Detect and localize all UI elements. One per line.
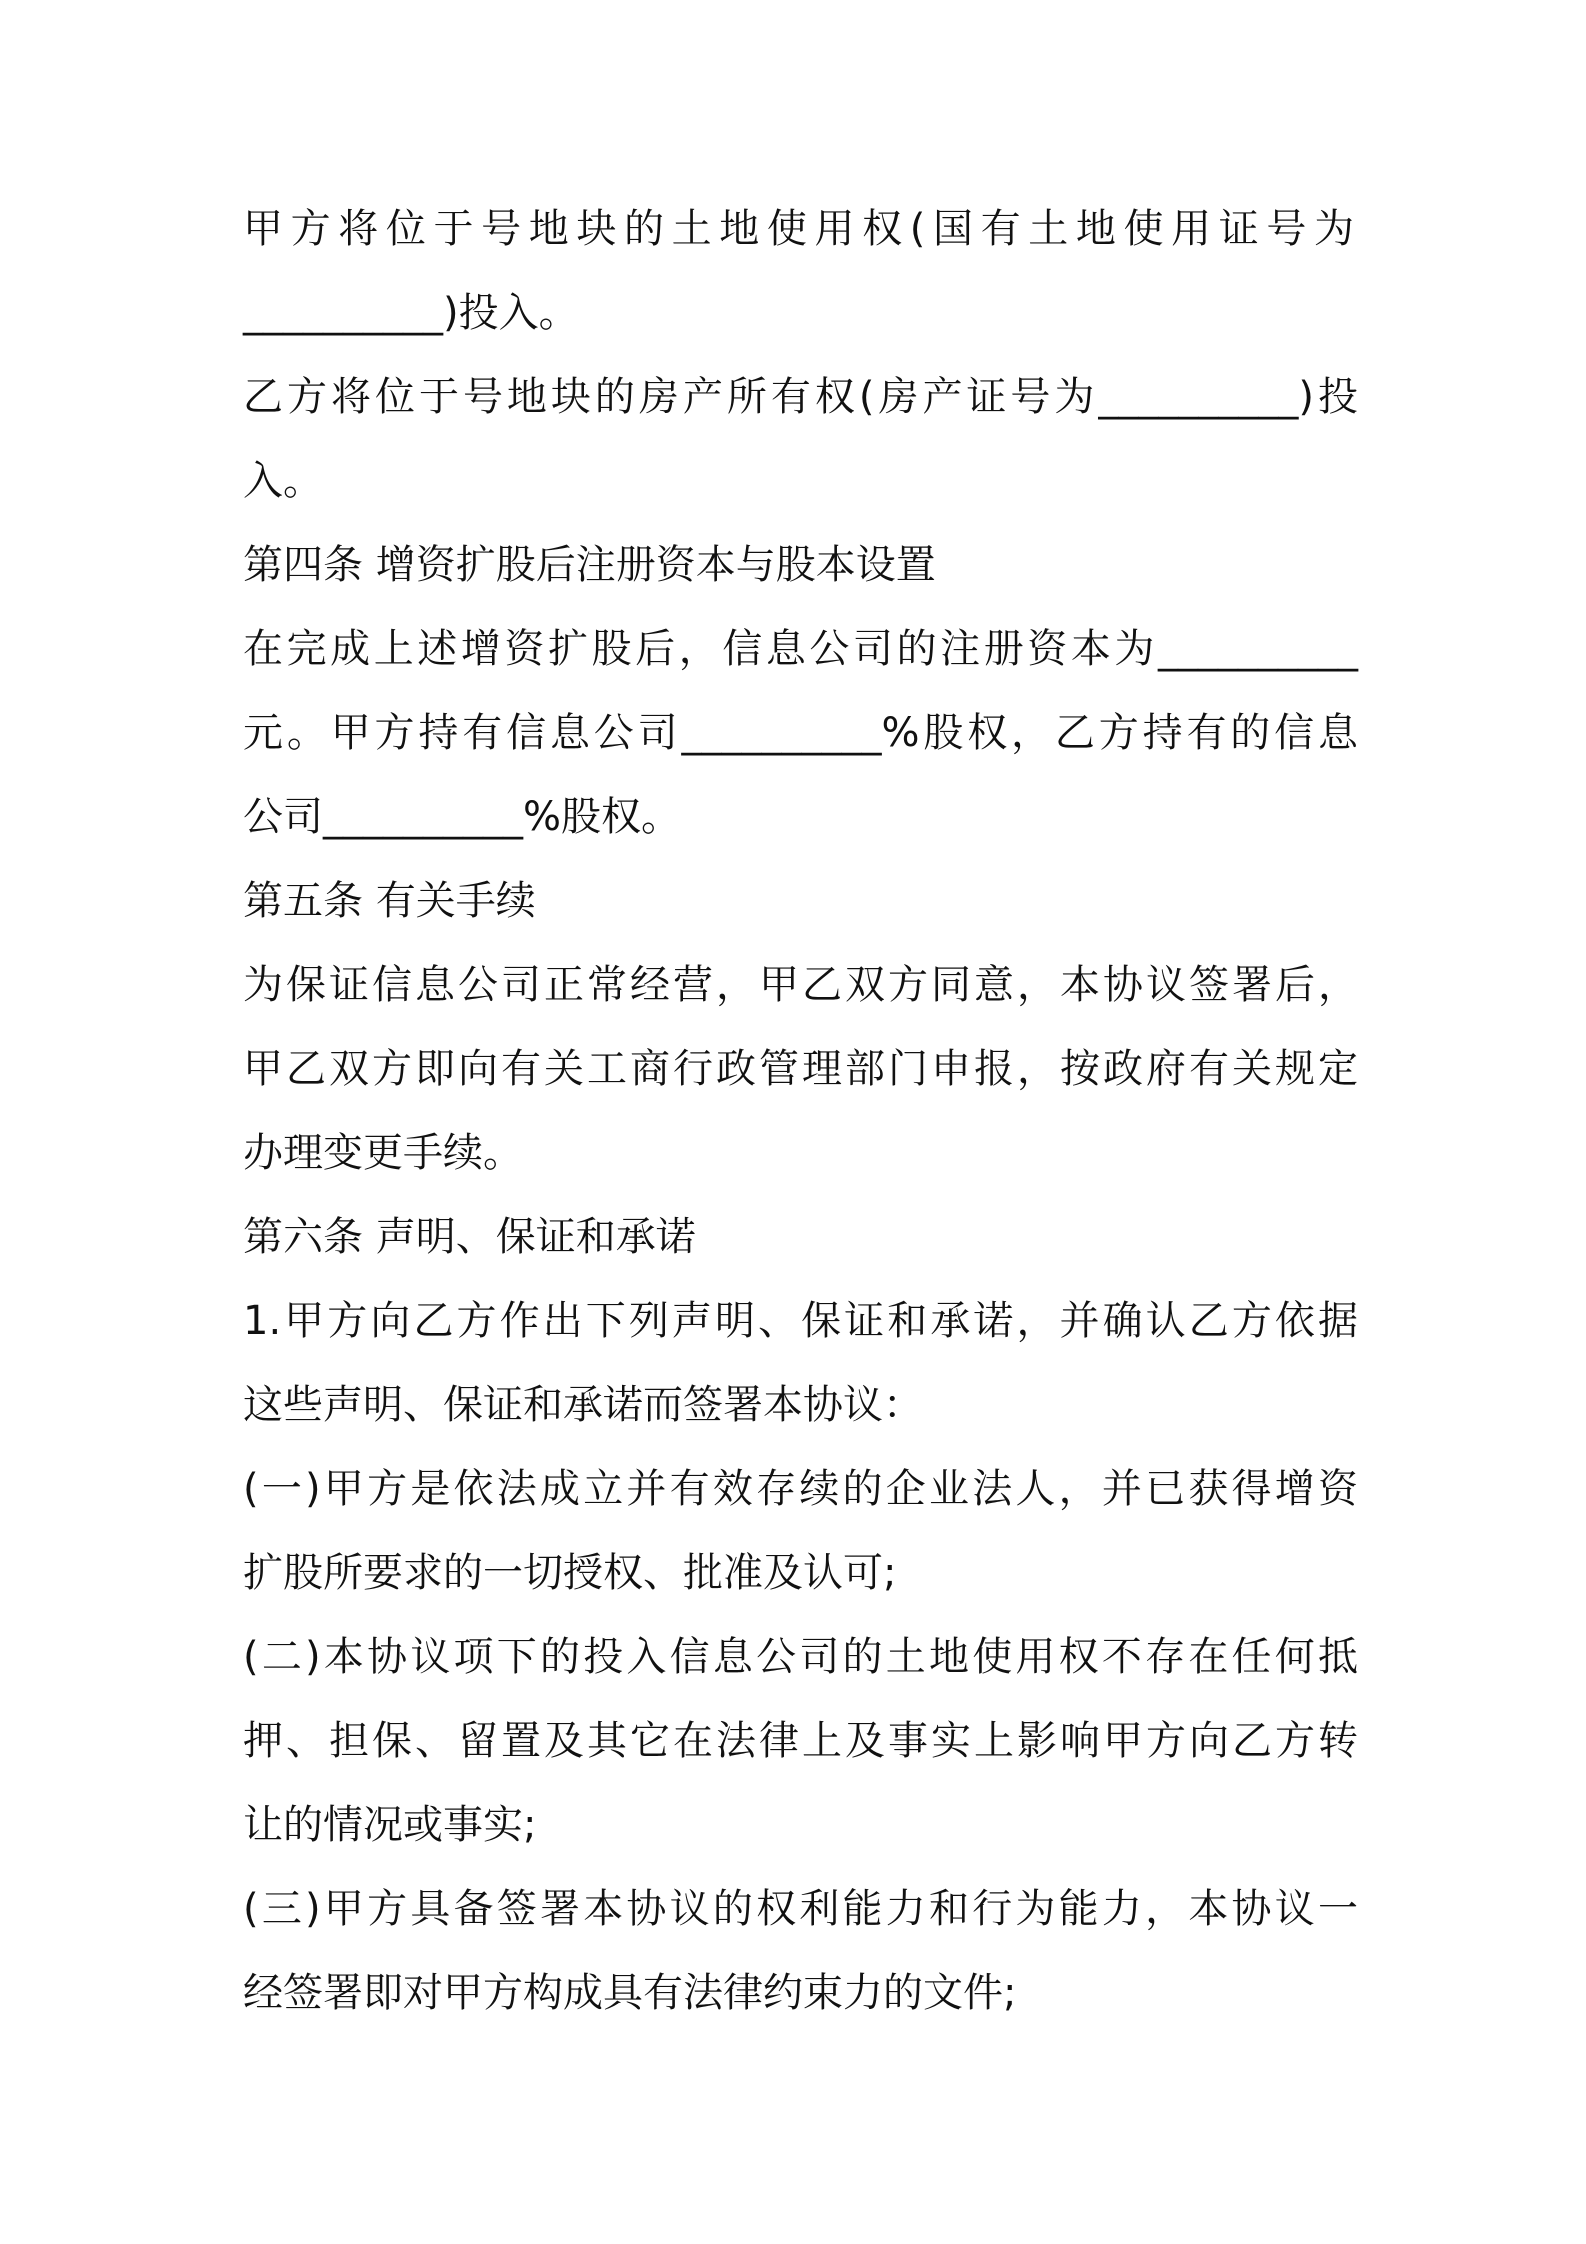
section-heading: 第五条 有关手续 [243, 878, 536, 924]
text-line: 办理变更手续。 [243, 1130, 523, 1176]
text-line: (一)甲方是依法成立并有效存续的企业法人，并已获得增资 [243, 1466, 1358, 1512]
text-line: 公司__________%股权。 [243, 794, 682, 840]
text-line: 1.甲方向乙方作出下列声明、保证和承诺，并确认乙方依据 [243, 1298, 1358, 1344]
text-line: 元。甲方持有信息公司__________%股权，乙方持有的信息 [243, 710, 1358, 756]
text-line: 甲乙双方即向有关工商行政管理部门申报，按政府有关规定 [243, 1046, 1358, 1092]
text-line: (二)本协议项下的投入信息公司的土地使用权不存在任何抵 [243, 1634, 1358, 1680]
text-line: 这些声明、保证和承诺而签署本协议： [243, 1382, 923, 1428]
text-line: 入。 [243, 458, 323, 504]
section-heading: 第六条 声明、保证和承诺 [243, 1214, 696, 1260]
text-line: 押、担保、留置及其它在法律上及事实上影响甲方向乙方转 [243, 1718, 1358, 1764]
text-line: __________)投入。 [243, 290, 579, 336]
text-line: 扩股所要求的一切授权、批准及认可; [243, 1550, 897, 1596]
text-line: (三)甲方具备签署本协议的权利能力和行为能力，本协议一 [243, 1886, 1358, 1932]
text-line: 经签署即对甲方构成具有法律约束力的文件; [243, 1970, 1017, 2016]
text-line: 甲方将位于号地块的土地使用权(国有土地使用证号为 [243, 206, 1358, 252]
text-line: 为保证信息公司正常经营，甲乙双方同意，本协议签署后， [243, 962, 1358, 1008]
text-line: 让的情况或事实; [243, 1802, 537, 1848]
section-heading: 第四条 增资扩股后注册资本与股本设置 [243, 542, 936, 588]
text-line: 乙方将位于号地块的房产所有权(房产证号为__________)投 [243, 374, 1358, 420]
text-line: 在完成上述增资扩股后，信息公司的注册资本为__________ [243, 626, 1358, 672]
